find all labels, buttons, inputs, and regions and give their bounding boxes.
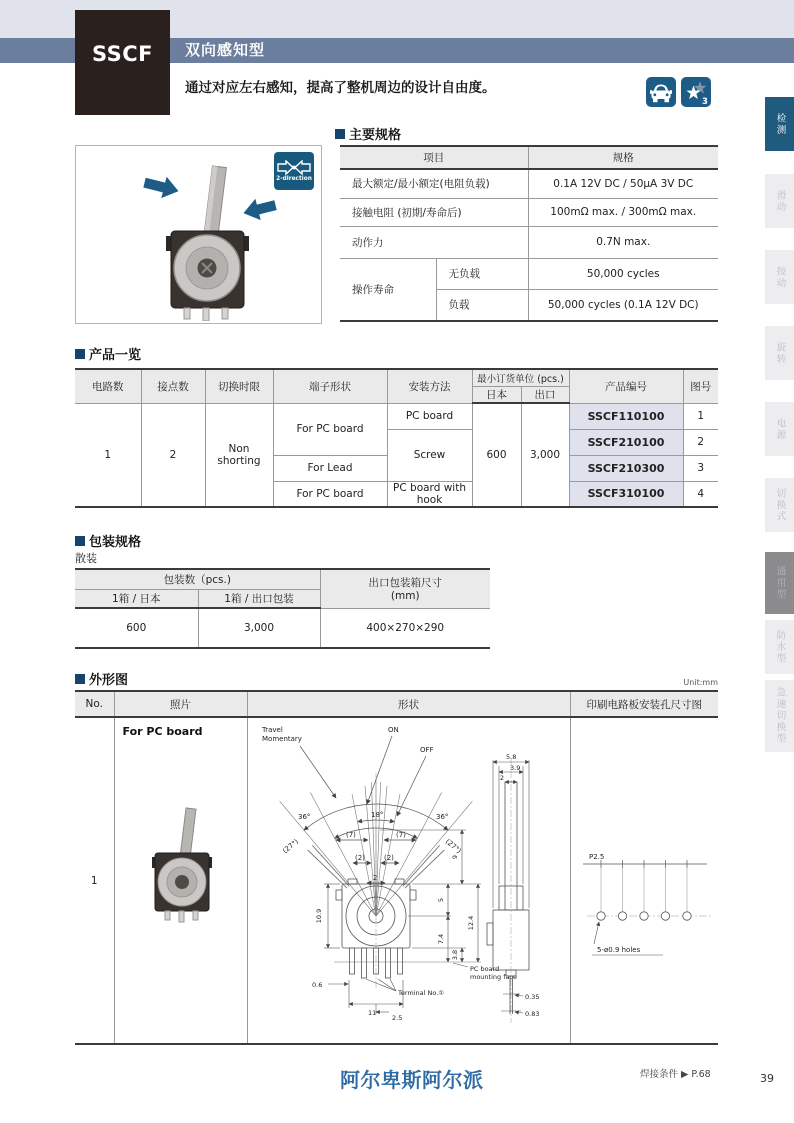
svg-text:ON: ON [387,726,399,734]
pack-box-header: 出口包装箱尺寸 (mm) [320,569,490,608]
unit-note: Unit:mm [683,678,718,687]
model-box [75,10,170,115]
dwg-col-shape: 形状 [247,691,570,717]
brand-logo: 阿尔卑斯阿尔派 [340,1068,484,1092]
svg-text:(7): (7) [395,831,406,839]
tagline: 通过对应左右感知，提高了整机周边的设计自由度。 [185,80,496,96]
dwg-col-pcb: 印刷电路板安装孔尺寸图 [570,691,718,717]
part-number: SSCF110100 [569,403,683,429]
col-timing: 切换时限 [205,369,273,403]
fig-number: 3 [683,455,718,481]
section-title-specs: 主要规格 [335,124,401,143]
press-arrow-left-icon [142,172,181,202]
sidebar-tab-quick[interactable]: 急速切换型 [765,680,794,752]
model-name: SSCF [91,42,154,66]
mounting-value: PC board with hook [387,481,472,507]
fig-number: 1 [683,403,718,429]
drawings-table [75,690,718,1045]
pack-count-header: 包装数（pcs.) [75,569,320,589]
photo-type-label: For PC board [122,725,203,738]
sidebar-tab-toggle[interactable]: 切换式 [765,478,794,532]
svg-text:0.6: 0.6 [311,981,322,989]
dwg-pcb-cell [570,717,718,1044]
circuits-value: 1 [75,403,141,507]
specs-header-item: 项目 [340,146,528,169]
spec-sub-item: 无负载 [436,258,528,289]
svg-text:(7): (7) [345,831,356,839]
spec-item: 动作力 [340,226,528,258]
spec-value: 0.1A 12V DC / 50μA 3V DC [528,169,718,198]
col-terminal: 端子形状 [273,369,387,403]
spec-value: 50,000 cycles [528,258,718,289]
section-title-packaging: 包装规格 [75,531,141,550]
dwg-no: 1 [75,717,114,1044]
svg-text:P2.5: P2.5 [589,853,605,861]
two-direction-badge [274,152,314,190]
star-count: 3 [702,97,708,107]
svg-text:mounting face: mounting face [469,973,517,981]
svg-text:12.4: 12.4 [466,915,475,931]
category-label: 双向感知型 [185,41,266,59]
svg-text:Travel: Travel [261,726,283,734]
svg-text:0.83: 0.83 [524,1010,539,1018]
specs-header-spec: 规格 [528,146,718,169]
dwg-shape-cell [247,717,570,1044]
pack-export-value: 3,000 [198,608,320,648]
pack-export-header: 1箱 / 出口包装 [198,589,320,608]
svg-text:0.35: 0.35 [524,993,539,1001]
svg-text:5: 5 [436,897,445,903]
col-contacts: 接点数 [141,369,205,403]
svg-text:PC board: PC board [469,965,499,973]
specs-table [340,145,718,322]
products-table [75,368,718,508]
svg-text:9: 9 [450,854,459,860]
svg-text:3.9: 3.9 [509,764,520,772]
timing-value: Non shorting [205,403,273,507]
svg-text:2.5: 2.5 [391,1014,402,1022]
export-moq: 3,000 [521,403,569,507]
svg-text:OFF: OFF [419,746,434,754]
svg-text:(27°): (27°) [443,837,463,856]
pack-japan-header: 1箱 / 日本 [75,589,198,608]
dwg-col-photo: 照片 [114,691,247,717]
outline-drawing [248,718,571,1040]
svg-text:(27°): (27°) [280,837,300,856]
solder-condition-link[interactable]: 焊接条件 ▶ P.68 [640,1069,711,1080]
sidebar-tab-detect[interactable]: 检测 [765,97,794,151]
svg-text:7.4: 7.4 [436,933,445,945]
section-marker [75,674,85,684]
badge-label: 2-direction [276,176,312,182]
mounting-value: Screw [387,429,472,481]
packaging-table [75,568,490,649]
svg-text:10.9: 10.9 [314,908,323,924]
fig-number: 2 [683,429,718,455]
sidebar-tab-power[interactable]: 电源 [765,402,794,456]
dwg-photo-cell [114,717,247,1044]
spec-item: 接触电阻 (初期/寿命后) [340,198,528,226]
terminal-value: For PC board [273,481,387,507]
svg-text:Terminal No.①: Terminal No.① [397,989,444,997]
switch-photo-small [115,803,248,1003]
svg-text:Momentary: Momentary [261,735,302,743]
pack-japan-value: 600 [75,608,198,648]
svg-text:36°: 36° [435,813,448,821]
svg-text:18°: 18° [370,811,383,819]
svg-text:3.8: 3.8 [450,949,459,961]
part-number: SSCF310100 [569,481,683,507]
table-row [75,717,718,1044]
packaging-subtitle: 散装 [75,552,97,565]
spec-item: 最大额定/最小额定(电阻负载) [340,169,528,198]
svg-text:5-ø0.9 holes: 5-ø0.9 holes [597,946,641,954]
svg-text:5.8: 5.8 [505,753,516,761]
col-part-no: 产品编号 [569,369,683,403]
fig-number: 4 [683,481,718,507]
svg-text:11: 11 [367,1009,376,1017]
sidebar-tab-general[interactable]: 通用型 [765,552,794,614]
product-photo-box [75,145,322,324]
svg-text:(2): (2) [383,854,394,862]
col-fig: 图号 [683,369,718,403]
table-row [75,608,490,648]
part-number: SSCF210100 [569,429,683,455]
col-mounting: 安装方法 [387,369,472,403]
terminal-value: For PC board [273,403,387,455]
spec-value: 0.7N max. [528,226,718,258]
terminal-value: For Lead [273,455,387,481]
japan-moq: 600 [472,403,521,507]
contacts-value: 2 [141,403,205,507]
svg-text:36°: 36° [297,813,310,821]
car-icon [646,77,676,107]
section-title-drawings: 外形图 [75,669,128,688]
star-3-icon [681,77,711,107]
section-title-products: 产品一览 [75,344,141,363]
section-marker [335,129,345,139]
col-moq: 最小订货单位 (pcs.) [472,369,569,386]
svg-text:2: 2 [499,774,504,782]
sidebar-tab-waterproof[interactable]: 防水型 [765,620,794,674]
sidebar-tab-slide[interactable]: 滑动 [765,174,794,228]
table-row [75,403,718,429]
spec-value: 50,000 cycles (0.1A 12V DC) [528,289,718,321]
page-number: 39 [760,1072,774,1085]
spec-sub-item: 负载 [436,289,528,321]
section-marker [75,536,85,546]
two-direction-arrows-icon [277,160,311,175]
press-arrow-right-icon [241,194,278,223]
svg-text:2: 2 [372,874,377,882]
col-circuits: 电路数 [75,369,141,403]
pcb-hole-diagram [571,718,717,1040]
pack-box-value: 400×270×290 [320,608,490,648]
col-japan: 日本 [472,386,521,403]
part-number: SSCF210300 [569,455,683,481]
section-marker [75,349,85,359]
col-export: 出口 [521,386,569,403]
dwg-col-no: No. [75,691,114,717]
sidebar-tab-rotary[interactable]: 旋转 [765,326,794,380]
spec-value: 100mΩ max. / 300mΩ max. [528,198,718,226]
spec-item: 操作寿命 [340,258,436,321]
sidebar-tab-push[interactable]: 按动 [765,250,794,304]
mounting-value: PC board [387,403,472,429]
svg-text:(2): (2) [354,854,365,862]
